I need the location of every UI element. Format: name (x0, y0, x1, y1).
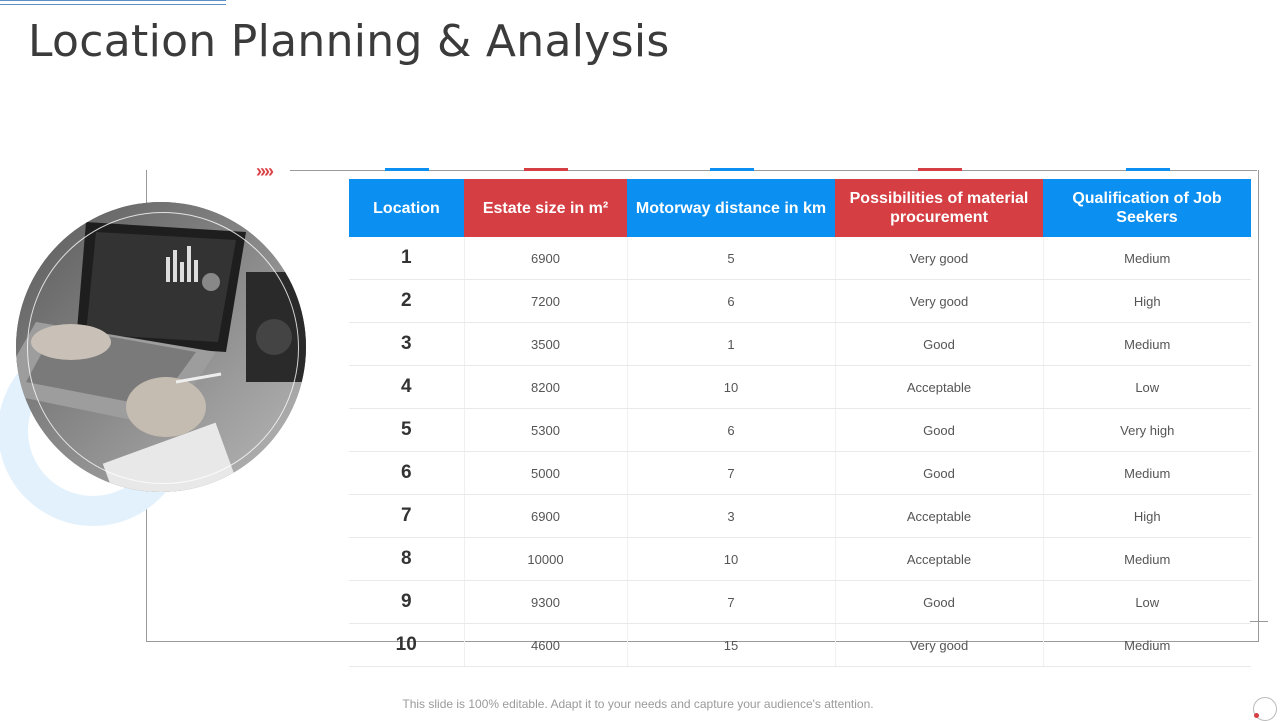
table-row (349, 452, 1251, 495)
cell-estate-size: 3500 (464, 323, 627, 366)
table-row (349, 624, 1251, 667)
cell-job-seekers: High (1043, 495, 1251, 538)
cell-motorway-distance: 15 (627, 624, 835, 667)
cell-motorway-distance: 10 (627, 538, 835, 581)
top-decoration-lines (0, 0, 226, 8)
cell-job-seekers: High (1043, 280, 1251, 323)
table-frame-top-line (290, 170, 1257, 171)
cell-location: 3 (349, 323, 464, 366)
cell-material-procurement: Acceptable (835, 538, 1043, 581)
cell-motorway-distance: 7 (627, 581, 835, 624)
table-row (349, 409, 1251, 452)
cell-material-procurement: Acceptable (835, 495, 1043, 538)
cell-material-procurement: Good (835, 409, 1043, 452)
footer-note (0, 697, 1280, 711)
cell-motorway-distance: 1 (627, 323, 835, 366)
cell-job-seekers: Low (1043, 581, 1251, 624)
cell-estate-size: 9300 (464, 581, 627, 624)
header-job-seekers: Qualification of Job Seekers (1043, 179, 1251, 237)
header-tab-marker (918, 168, 962, 171)
cell-job-seekers: Low (1043, 366, 1251, 409)
header-location: Location (349, 179, 464, 237)
cell-job-seekers: Medium (1043, 624, 1251, 667)
table-row (349, 237, 1251, 280)
cell-estate-size: 8200 (464, 366, 627, 409)
cell-motorway-distance: 7 (627, 452, 835, 495)
header-tab-marker (1126, 168, 1170, 171)
cell-location: 9 (349, 581, 464, 624)
header-motorway-distance: Motorway distance in km (627, 179, 835, 237)
table-row (349, 581, 1251, 624)
cell-material-procurement: Good (835, 581, 1043, 624)
location-table (349, 179, 1251, 667)
table-frame-tick (1250, 621, 1268, 622)
table-row (349, 280, 1251, 323)
cell-job-seekers: Medium (1043, 237, 1251, 280)
header-estate-size: Estate size in m² (464, 179, 627, 237)
footer-text: This slide is 100% editable. Adapt it to your needs and capture your audience's attention. (402, 697, 874, 711)
cell-material-procurement: Acceptable (835, 366, 1043, 409)
cell-location: 8 (349, 538, 464, 581)
cell-job-seekers: Medium (1043, 452, 1251, 495)
cell-material-procurement: Very good (835, 624, 1043, 667)
cell-motorway-distance: 10 (627, 366, 835, 409)
cell-material-procurement: Good (835, 323, 1043, 366)
cell-material-procurement: Good (835, 452, 1043, 495)
header-tab-marker (710, 168, 754, 171)
chevron-arrows-icon: ›››› (256, 161, 272, 181)
table-row (349, 538, 1251, 581)
cell-location: 2 (349, 280, 464, 323)
cell-location: 6 (349, 452, 464, 495)
cell-job-seekers: Medium (1043, 323, 1251, 366)
cell-estate-size: 10000 (464, 538, 627, 581)
cell-location: 10 (349, 624, 464, 667)
cell-estate-size: 6900 (464, 237, 627, 280)
header-tab-marker (524, 168, 568, 171)
table-row (349, 495, 1251, 538)
cell-estate-size: 4600 (464, 624, 627, 667)
page-title: Location Planning & Analysis (28, 16, 670, 67)
cell-location: 7 (349, 495, 464, 538)
table-row (349, 323, 1251, 366)
header-tab-marker (385, 168, 429, 171)
cell-location: 4 (349, 366, 464, 409)
cell-material-procurement: Very good (835, 280, 1043, 323)
cell-estate-size: 7200 (464, 280, 627, 323)
cell-estate-size: 5000 (464, 452, 627, 495)
corner-logo-icon (1253, 697, 1277, 721)
header-material-procurement: Possibilities of material procurement (835, 179, 1043, 237)
cell-material-procurement: Very good (835, 237, 1043, 280)
table-row (349, 366, 1251, 409)
cell-estate-size: 5300 (464, 409, 627, 452)
cell-job-seekers: Medium (1043, 538, 1251, 581)
cell-job-seekers: Very high (1043, 409, 1251, 452)
cell-estate-size: 6900 (464, 495, 627, 538)
photo-inner-ring (27, 212, 299, 484)
cell-motorway-distance: 3 (627, 495, 835, 538)
cell-location: 5 (349, 409, 464, 452)
cell-location: 1 (349, 237, 464, 280)
cell-motorway-distance: 6 (627, 409, 835, 452)
table-header-row (349, 179, 1251, 237)
cell-motorway-distance: 5 (627, 237, 835, 280)
cell-motorway-distance: 6 (627, 280, 835, 323)
